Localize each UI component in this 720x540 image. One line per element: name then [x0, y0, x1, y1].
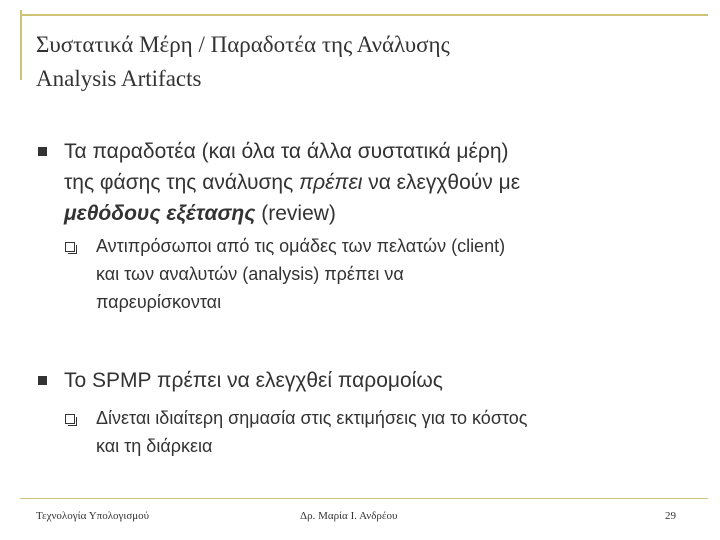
sub-bullet-box-icon [65, 242, 75, 252]
bullet-1-sub-line-2: και των αναλυτών (analysis) πρέπει να [96, 264, 404, 284]
bullet-1-sub-text [96, 232, 505, 316]
bullet-1-emphasis-review-methods: μεθόδους εξέτασης [64, 202, 256, 225]
slide-title-line-1: Συστατικά Μέρη / Παραδοτέα της Ανάλυσης [36, 32, 450, 57]
title-frame-horizontal-rule [20, 14, 708, 16]
bullet-1-line-2 [64, 167, 520, 198]
bullet-1-emphasis-must: πρέπει [299, 171, 363, 194]
bullet-1-line-1: Τα παραδοτέα (και όλα τα άλλα συστατικά μέρη) [64, 140, 509, 163]
slide-title-line-2: Analysis Artifacts [36, 66, 202, 91]
bullet-2-sub-line-1: Δίνεται ιδιαίτερη σημασία στις εκτιμήσεις για το κόστος [96, 408, 528, 428]
bullet-1-line-2-part-1: της φάσης της ανάλυσης [64, 171, 300, 194]
slide-title [36, 28, 696, 96]
bullet-square-icon [38, 147, 47, 156]
bullet-1-line-3 [64, 198, 520, 229]
footer-rule [20, 498, 708, 499]
bullet-1-line-3-part-2: (review) [255, 202, 336, 225]
bullet-1-sub-line-1: Αντιπρόσωποι από τις ομάδες των πελατών (client) [96, 236, 506, 256]
bullet-1-sub-line-3: παρευρίσκονται [96, 292, 222, 312]
bullet-2-line-1: Το SPMP πρέπει να ελεγχθεί παρομοίως [64, 369, 443, 392]
footer-author: Δρ. Μαρία Ι. Ανδρέου [300, 510, 398, 522]
title-frame-vertical-rule [20, 10, 22, 80]
bullet-1-text [64, 136, 520, 229]
bullet-2-sub-line-2: και τη διάρκεια [96, 436, 213, 456]
sub-bullet-box-icon [65, 414, 75, 424]
bullet-square-icon [38, 376, 47, 385]
footer-page-number: 29 [665, 510, 676, 522]
bullet-1-line-2-part-3: να ελεγχθούν με [362, 171, 521, 194]
footer-course-name: Τεχνολογία Υπολογισμού [36, 510, 150, 522]
bullet-2-text [64, 365, 443, 396]
bullet-2-sub-text [96, 404, 527, 460]
